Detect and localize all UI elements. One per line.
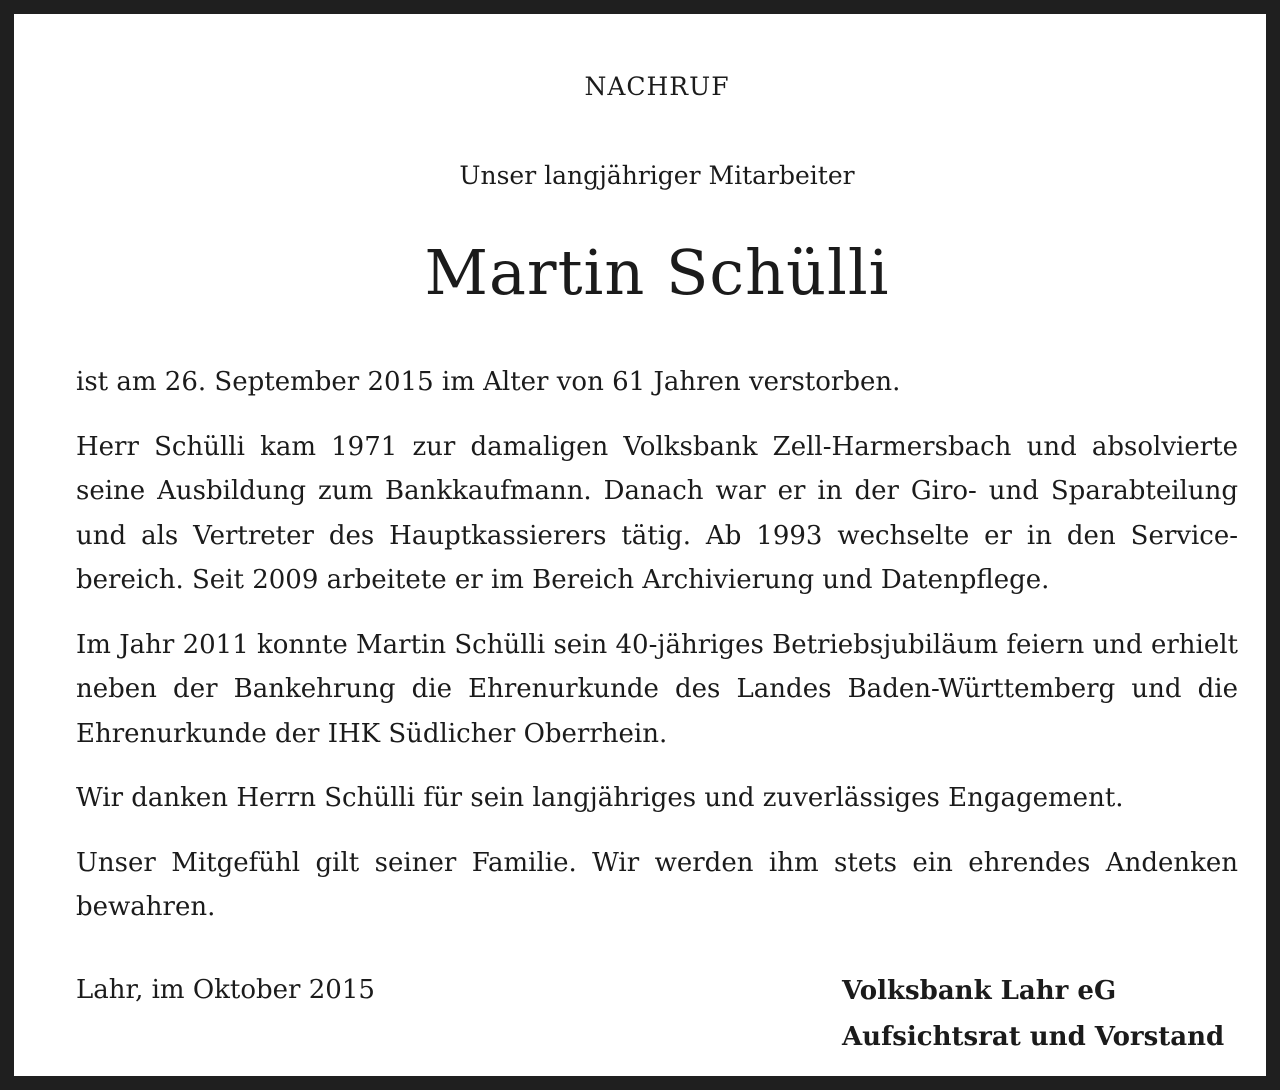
signature-block: [842, 968, 1224, 1060]
paragraph-thanks: Wir danken Herrn Schülli für sein langjähriges und zuverlässiges Engagement.: [76, 783, 1124, 813]
obituary-subtitle: Unser langjähriger Mitarbeiter: [459, 161, 855, 190]
obituary-content: [76, 14, 1238, 1076]
place-and-date: Lahr, im Oktober 2015: [76, 975, 375, 1005]
obituary-body: [76, 360, 1238, 950]
obituary-heading: NACHRUF: [584, 72, 730, 101]
paragraph-condolence: Unser Mitgefühl gilt seiner Familie. Wir werden ihm stets ein ehrendes Andenken bewahren.: [76, 847, 1238, 922]
paragraph-career: Herr Schülli kam 1971 zur damaligen Volksbank Zell-Harmersbach und absolvierte seine Ausbildung zum Bankkaufmann. Danach war er in der Giro- und Sparabteilung und als Vertreter des Hauptkassierers tätig. Ab 1993 wechselte er in den Service-bereich. Seit 2009 arbeitete er im Bereich Archivierung und Datenpflege.: [76, 431, 1238, 595]
deceased-name: Martin Schülli: [424, 236, 890, 309]
paragraph-death-notice: ist am 26. September 2015 im Alter von 61 Jahren verstorben.: [76, 367, 901, 397]
signature-board: Aufsichtsrat und Vorstand: [842, 1022, 1225, 1052]
paragraph-anniversary: Im Jahr 2011 konnte Martin Schülli sein 40-jähriges Betriebsjubiläum feiern und erhielt neben der Bankehrung die Ehrenurkunde des Landes Baden-Württemberg und die Ehrenurkunde der IHK Südlicher Oberrhein.: [76, 629, 1238, 749]
signature-organization: Volksbank Lahr eG: [842, 976, 1117, 1006]
